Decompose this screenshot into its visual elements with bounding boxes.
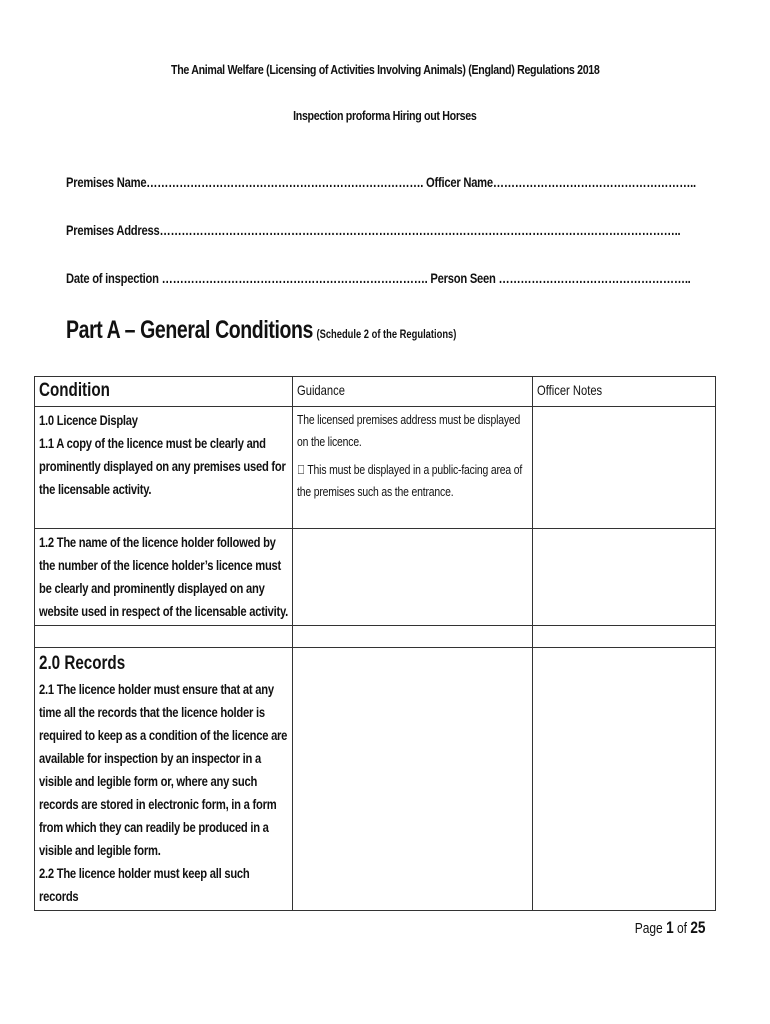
condition-2-2: 2.2 The licence holder must keep all such records: [39, 865, 250, 904]
page-number: 1: [665, 918, 674, 937]
condition-2-1: 2.1 The licence holder must ensure that at any time all the records that the licence holder is required to keep as a condition of the licence are available for inspection by an inspector in a visible and legible form or, where any such records are stored in electronic form, in a form from which they can readily be produced in a visible and legible form.: [39, 681, 288, 858]
spacer-cell: [293, 626, 533, 648]
condition-cell: [35, 407, 293, 529]
page-total: 25: [689, 918, 705, 937]
table-row: [35, 626, 716, 648]
conditions-table: [34, 376, 716, 911]
premises-officer-line: Premises Name…………………………………………………………………. Officer Name………………………………………………..: [66, 174, 696, 190]
table-row: [35, 407, 716, 529]
date-person-line: Date of inspection ………………………………………………………………. Person Seen ……………………………………………..: [66, 270, 691, 286]
licence-display-title: 1.0 Licence Display: [39, 412, 138, 428]
table-row: [35, 529, 716, 626]
guidance-cell: [293, 529, 533, 626]
premises-address-line: Premises Address……………………………………………………………………………………………………………………………..: [66, 222, 681, 238]
condition-cell: [35, 529, 293, 626]
condition-cell: [35, 648, 293, 911]
table-row: [35, 648, 716, 911]
guidance-cell: [293, 407, 533, 529]
officer-notes-cell[interactable]: [533, 529, 716, 626]
header-guidance: Guidance: [293, 377, 533, 407]
part-a-title: Part A – General Conditions: [66, 316, 313, 344]
guidance-1: The licensed premises address must be displayed on the licence.: [297, 412, 521, 449]
officer-notes-cell[interactable]: [533, 407, 716, 529]
page-label: Page: [634, 920, 663, 937]
page-footer: [617, 918, 705, 938]
table-header-row: [35, 377, 716, 407]
spacer-cell[interactable]: [533, 626, 716, 648]
spacer-cell: [35, 626, 293, 648]
header-officer-notes: Officer Notes: [533, 377, 716, 407]
document-subtitle: Inspection proforma Hiring out Horses: [293, 108, 477, 123]
of-label: of: [676, 920, 687, 937]
officer-notes-cell[interactable]: [533, 648, 716, 911]
header-condition: Condition: [35, 377, 293, 407]
condition-1-1: 1.1 A copy of the licence must be clearly and prominently displayed on any premises used for the licensable activity.: [39, 435, 286, 497]
guidance-2: This must be displayed in a public-facing area of the premises such as the entrance.: [297, 462, 512, 499]
condition-1-2: 1.2 The name of the licence holder followed by the number of the licence holder’s licence must be clearly and prominently displayed on any website used in respect of the licensable activity.: [39, 534, 288, 619]
part-a-heading: [66, 316, 566, 345]
records-heading: 2.0 Records: [39, 653, 126, 674]
part-a-note: (Schedule 2 of the Regulations): [316, 327, 457, 341]
document-title: The Animal Welfare (Licensing of Activities Involving Animals) (England) Regulations 2018: [170, 62, 600, 77]
guidance-cell: [293, 648, 533, 911]
